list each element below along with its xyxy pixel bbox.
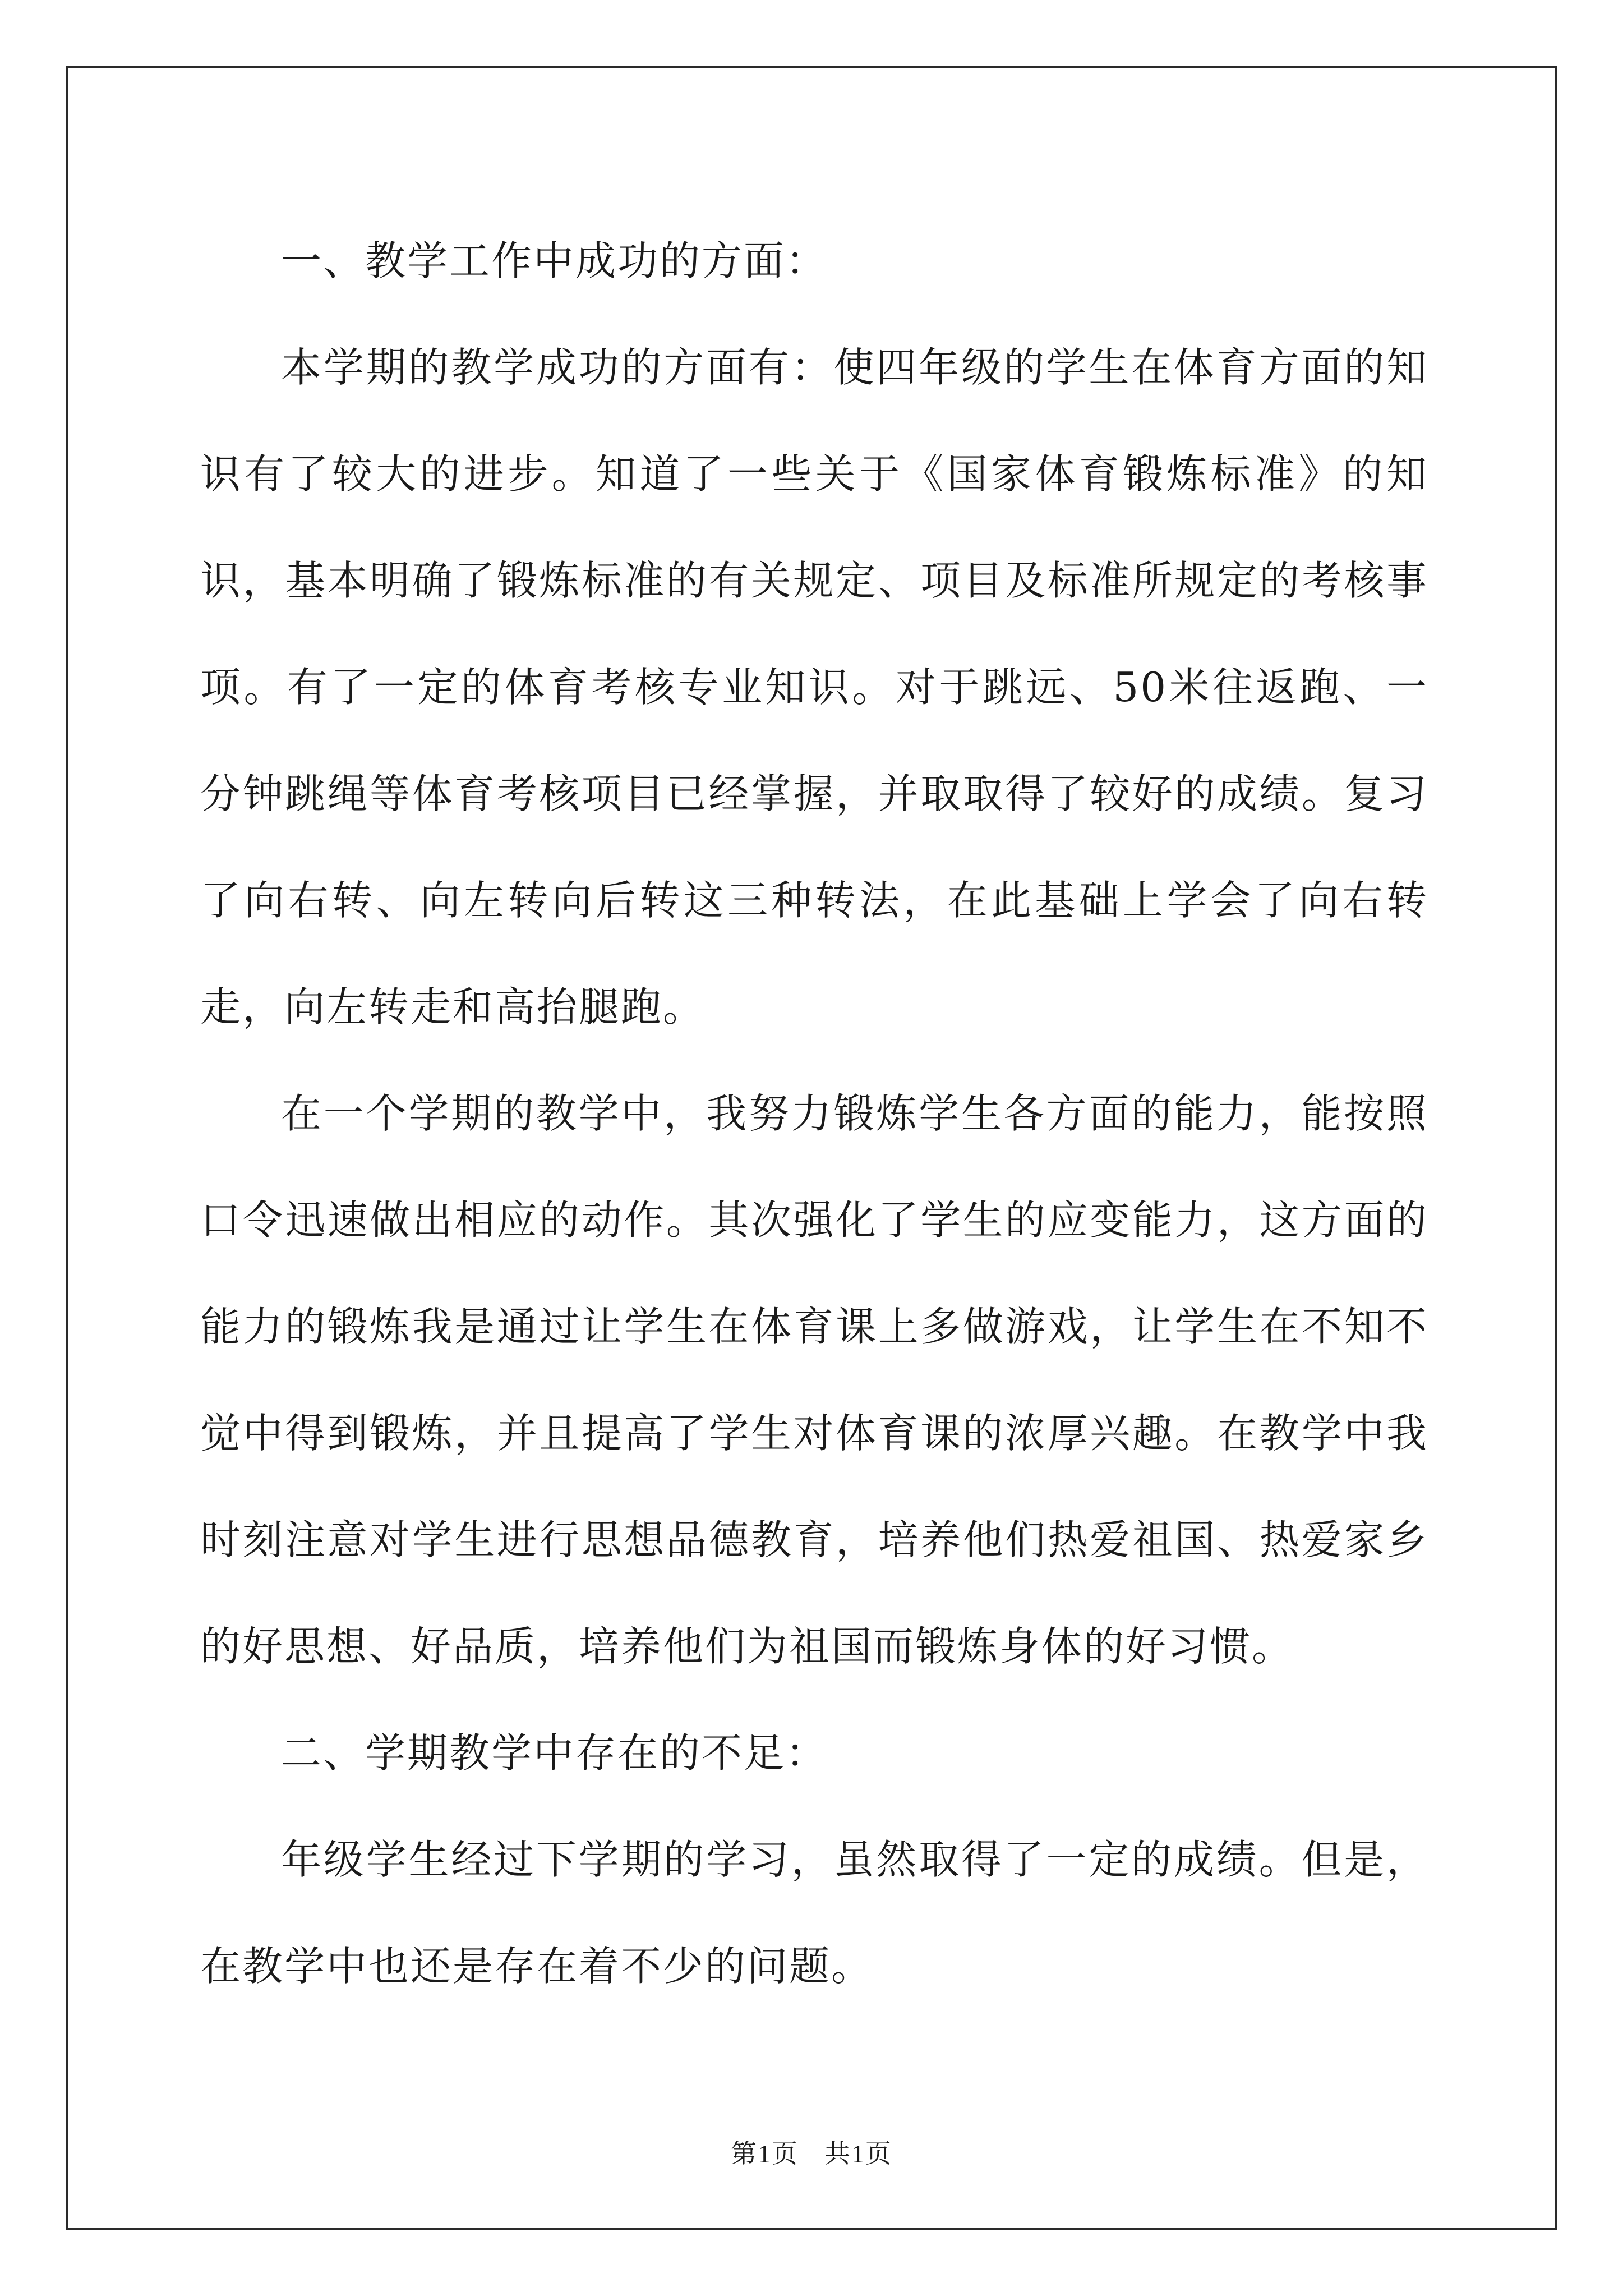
page-total: 共1页 — [824, 2139, 892, 2168]
section-heading-shortcomings: 二、学期教学中存在的不足： — [281, 1729, 828, 1777]
body-paragraph-abilities: 在一个学期的教学中，我努力锻炼学生各方面的能力，能按照口令迅速做出相应的动作。其次强化了学生的应变能力，这方面的能力的锻炼我是通过让学生在体育课上多做游戏，让学生在不知不觉中得到锻炼，并且提高了学生对体育课的浓厚兴趣。在教学中我时刻注意对学生进行思想品德教育，培养他们热爱祖国、热爱家乡的好思想、好品质，培养他们为祖国而锻炼身体的好习惯。 — [200, 1090, 1428, 1670]
document-body — [200, 208, 1428, 2019]
page-number: 第1页 — [731, 2139, 799, 2168]
body-paragraph-problems: 年级学生经过下学期的学习，虽然取得了一定的成绩。但是，在教学中也还是存在着不少的问题。 — [200, 1836, 1428, 1990]
page-footer — [0, 2137, 1623, 2171]
body-paragraph-knowledge: 本学期的教学成功的方面有：使四年级的学生在体育方面的知识有了较大的进步。知道了一些关于《国家体育锻炼标准》的知识，基本明确了锻炼标准的有关规定、项目及标准所规定的考核事项。有了一定的体育考核专业知识。对于跳远、50米往返跑、一分钟跳绳等体育考核项目已经掌握，并取取得了较好的成绩。复习了向右转、向左转向后转这三种转法，在此基础上学会了向右转走，向左转走和高抬腿跑。 — [200, 344, 1428, 1030]
section-heading-successes: 一、教学工作中成功的方面： — [281, 237, 828, 284]
